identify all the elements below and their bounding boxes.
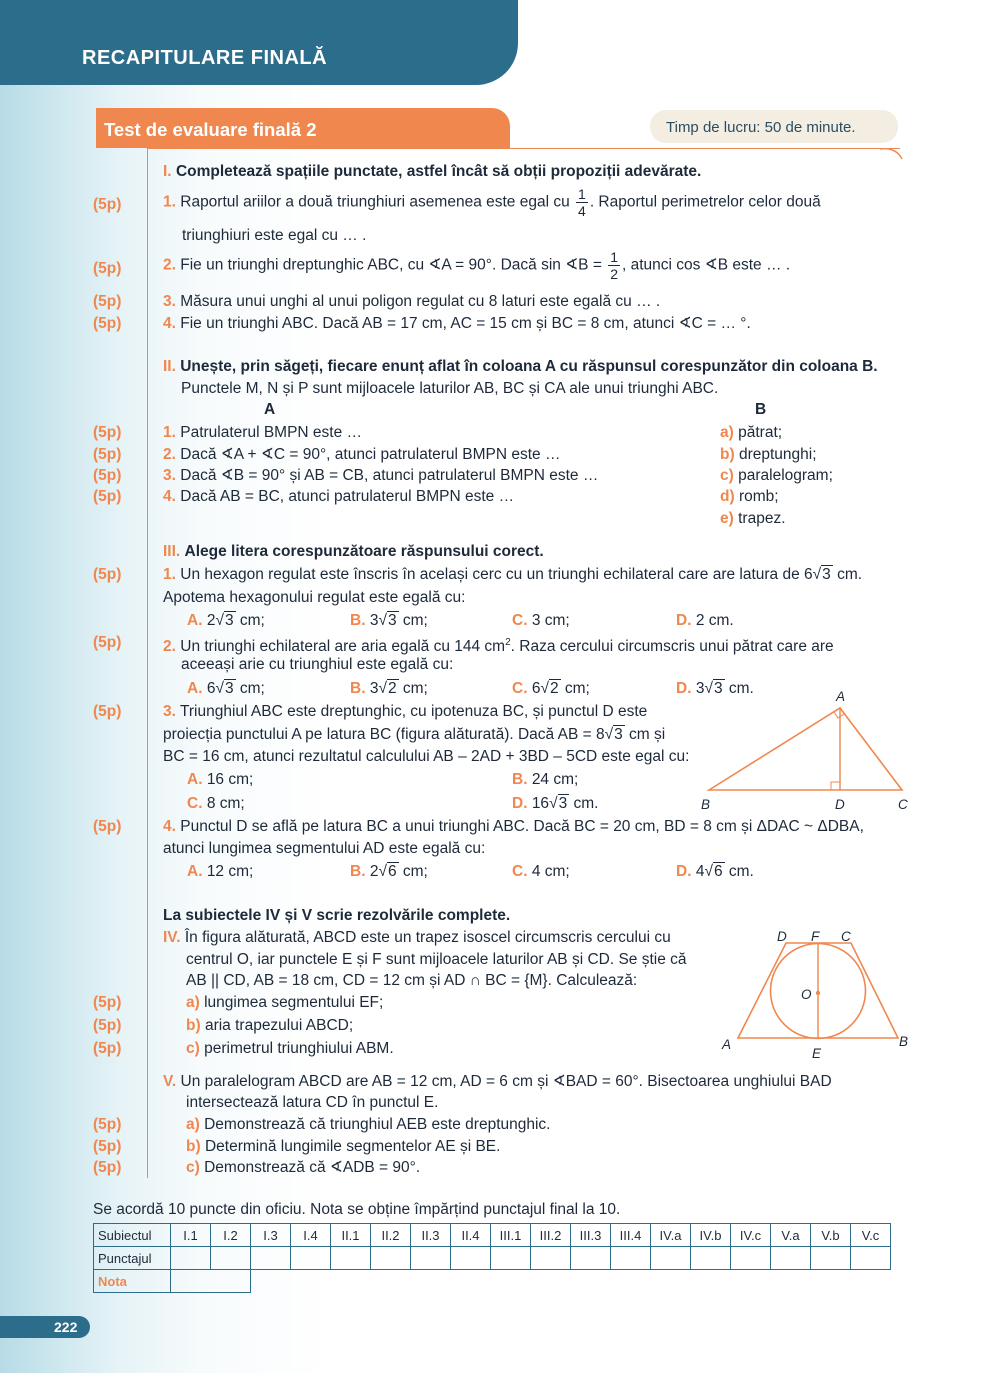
label-B: B [899,1034,909,1049]
points: (5p) [93,994,122,1011]
row-label: Nota [94,1270,171,1293]
grading-table [93,1223,891,1293]
s2-answer-b: b) dreptunghi; [720,446,817,463]
s3-q3-option-b[interactable]: B. 24 cm; [512,771,579,788]
points: (5p) [93,424,122,441]
s3-q1-option-c[interactable]: C. 3 cm; [512,612,570,629]
s2-answer-a: a) pătrat; [720,424,783,441]
grade-row [94,1270,891,1293]
s3-q4-option-c[interactable]: C. 4 cm; [512,863,570,880]
points: (5p) [93,1116,122,1133]
label-E: E [812,1046,822,1061]
points: (5p) [93,446,122,463]
s3-q4-option-a[interactable]: A. 12 cm; [187,863,254,880]
s4-item-c: c) perimetrul triunghiului ABM. [186,1040,394,1057]
s3-q1-option-a[interactable]: A. 2√3 cm; [187,612,265,629]
label-C: C [898,797,908,812]
s1-question-1: 1. Raportul ariilor a două triunghiuri asemenea este egal cu $\frac{1}{4}$ . Raportul perimetrelor celor două [163,186,821,219]
col-header: III.3 [571,1224,611,1247]
col-header: IV.c [731,1224,771,1247]
s3-question-1-cont: Apotema hexagonului regulat este egală cu: [163,589,466,606]
s4-item-a: a) lungimea segmentului EF; [186,994,384,1011]
col-header: II.4 [451,1224,491,1247]
s5-text-2: intersectează latura CD în punctul E. [186,1094,439,1111]
s4-item-b: b) aria trapezului ABCD; [186,1017,354,1034]
col-header: II.3 [411,1224,451,1247]
label-O: O [801,987,812,1002]
s4-text-2: centrul O, iar punctele E și F sunt mijloacele laturilor AB și CD. Se știe că [186,951,687,968]
s3-question-2: 2. Un triunghi echilateral are aria egală cu 144 $cm^2$. Raza cercului circumscris unui pătrat care are [163,637,834,656]
s2-item-3: 3. Dacă ∢B = 90° și AB = CB, atunci patrulaterul BMPN este … [163,467,599,484]
right-triangle-figure [695,686,920,816]
s3-question-3-cont2: BC = 16 cm, atunci rezultatul calculului AB – 2AD + 3BD – 5CD este egal cu: [163,748,690,765]
s3-q2-option-a[interactable]: A. 6√3 cm; [187,680,265,697]
test-title: Test de evaluare finală 2 [104,119,317,140]
label-C: C [841,929,851,944]
col-header: V.b [811,1224,851,1247]
s1-question-4: 4. Fie un triunghi ABC. Dacă AB = 17 cm, AC = 15 cm și BC = 8 cm, atunci ∢C = … °. [163,315,751,332]
s5-text-1: V. Un paralelogram ABCD are AB = 12 cm, AD = 6 cm și ∢BAD = 60°. Bisectoarea unghiului BAD [163,1073,832,1090]
label-A: A [836,689,846,704]
s3-q1-option-b[interactable]: B. 3√3 cm; [350,612,428,629]
points: (5p) [93,467,122,484]
label-D: D [835,797,845,812]
label-A: A [722,1037,732,1052]
divider [148,148,900,149]
points: (5p) [93,1040,122,1057]
points: (5p) [93,1138,122,1155]
s2-answer-d: d) romb; [720,488,779,505]
col-header: I.1 [171,1224,211,1247]
s3-question-3: 3. Triunghiul ABC este dreptunghic, cu ipotenuza BC, și punctul D este [163,703,648,720]
s3-q1-option-d[interactable]: D. 2 cm. [676,612,734,629]
points: (5p) [93,315,122,332]
row-label: Subiectul [94,1224,171,1247]
col-header: I.4 [291,1224,331,1247]
s3-q3-option-a[interactable]: A. 16 cm; [187,771,254,788]
col-header: III.1 [491,1224,531,1247]
points-row [94,1247,891,1270]
trapezoid-figure [715,925,915,1065]
points: (5p) [93,703,122,720]
col-header: II.1 [331,1224,371,1247]
s3-question-4-cont: atunci lungimea segmentului AD este egală cu: [163,840,486,857]
s1-question-1-cont: triunghiuri este egal cu … . [182,227,367,244]
points: (5p) [93,818,122,835]
s5-item-c: c) Demonstrează că ∢ADB = 90°. [186,1159,421,1176]
column-a-label: A [264,401,276,418]
scoring-note: Se acordă 10 puncte din oficiu. Nota se obține împărțind punctajul final la 10. [93,1201,621,1218]
s3-question-4: 4. Punctul D se află pe latura BC a unui triunghi ABC. Dacă BC = 20 cm, BD = 8 cm și ΔDAC ~ ΔDBA, [163,818,864,835]
label-D: D [777,929,787,944]
s2-item-4: 4. Dacă AB = BC, atunci patrulaterul BMPN este … [163,488,515,505]
points: (5p) [93,260,122,277]
s2-item-1: 1. Patrulaterul BMPN este … [163,424,363,441]
time-text: Timp de lucru: 50 de minute. [666,119,856,136]
col-header: I.2 [211,1224,251,1247]
s3-q2-option-d[interactable]: D. 3√3 cm. [676,680,754,697]
section-3-heading: III. Alege litera corespunzătoare răspunsului corect. [163,543,544,560]
s3-q2-option-b[interactable]: B. 3√2 cm; [350,680,428,697]
column-b-label: B [755,401,767,418]
s3-q4-option-d[interactable]: D. 4√6 cm. [676,863,754,880]
fraction: $\frac{1}{2}$ [610,249,618,282]
s2-answer-c: c) paralelogram; [720,467,833,484]
points: (5p) [93,488,122,505]
s4-text-1: IV. În figura alăturată, ABCD este un trapez isoscel circumscris cercului cu [163,929,671,946]
subject-row [94,1224,891,1247]
s5-item-a: a) Demonstrează că triunghiul AEB este dreptunghic. [186,1116,551,1133]
points: (5p) [93,1159,122,1176]
divider-curve [880,145,920,165]
s3-question-2-cont: aceeași arie cu triunghiul este egală cu: [181,656,454,673]
s3-q3-option-c[interactable]: C. 8 cm; [187,795,245,812]
s4-text-3: AB || CD, AB = 18 cm, CD = 12 cm și AD ∩ BC = {M}. Calculează: [186,972,638,989]
col-header: V.a [771,1224,811,1247]
label-B: B [701,797,711,812]
section-2-heading: II. Unește, prin săgeți, fiecare enunț aflat în coloana A cu răspunsul corespunzător din coloana B. [163,358,878,375]
label-F: F [811,929,820,944]
section-4-intro: La subiectele IV și V scrie rezolvările complete. [163,907,511,924]
section-1-heading: I. Completează spațiile punctate, astfel încât să obții propoziții adevărate. [163,163,702,180]
points: (5p) [93,293,122,310]
s5-item-b: b) Determină lungimile segmentelor AE și BE. [186,1138,501,1155]
col-header: III.2 [531,1224,571,1247]
points: (5p) [93,634,122,651]
s3-question-1: 1. Un hexagon regulat este înscris în același cerc cu un triunghi echilateral care are latura de 6√3 cm. [163,566,863,583]
s2-item-2: 2. Dacă ∢A + ∢C = 90°, atunci patrulaterul BMPN este … [163,446,561,463]
section-2-intro: Punctele M, N și P sunt mijloacele laturilor AB, BC și CA ale unui triunghi ABC. [181,380,719,397]
header-band [0,0,518,85]
col-header: I.3 [251,1224,291,1247]
points: (5p) [93,566,122,583]
s1-question-3: 3. Măsura unui unghi al unui poligon regulat cu 8 laturi este egală cu … . [163,293,661,310]
col-header: IV.b [691,1224,731,1247]
points: (5p) [93,196,122,213]
s3-question-3-cont: proiecția punctului A pe latura BC (figura alăturată). Dacă AB = 8√3 cm și [163,726,666,743]
row-label: Punctajul [94,1247,171,1270]
fraction: $\frac{1}{4}$ [578,186,586,219]
points: (5p) [93,1017,122,1034]
s3-q4-option-b[interactable]: B. 2√6 cm; [350,863,428,880]
margin-line [147,148,148,1178]
chapter-title: RECAPITULARE FINALĂ [82,47,328,69]
col-header: IV.a [651,1224,691,1247]
col-header: V.c [851,1224,891,1247]
s3-q2-option-c[interactable]: C. 6√2 cm; [512,680,590,697]
col-header: II.2 [371,1224,411,1247]
page-number: 222 [54,1319,78,1335]
s1-question-2: 2. Fie un triunghi dreptunghic ABC, cu ∢A = 90°. Dacă sin ∢B = $\frac{1}{2}$ , atunci cos ∢B este … . [163,249,791,282]
s3-q3-option-d[interactable]: D. 16√3 cm. [512,795,599,812]
col-header: III.4 [611,1224,651,1247]
s2-answer-e: e) trapez. [720,510,786,527]
